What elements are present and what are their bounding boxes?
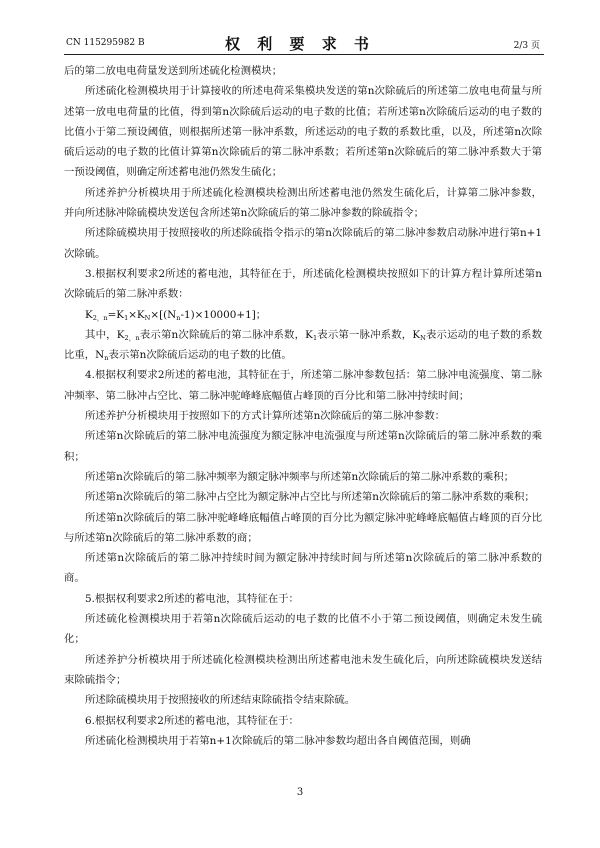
- text-run: 其中，K: [85, 328, 125, 341]
- formula-subscript: N: [144, 313, 151, 322]
- formula: [64, 305, 542, 325]
- subscript: 1: [312, 333, 318, 342]
- text-run: 表示第一脉冲系数，K: [317, 328, 421, 341]
- subscript: N: [420, 333, 426, 342]
- formula-text: ×[(N: [150, 308, 177, 321]
- paragraph: 所述除硫模块用于按照接收的所述除硫指令指示的第n次除硫后的第二脉冲参数启动脉冲进行第n+1次除硫。: [64, 227, 542, 260]
- text-run: 表示运动的电子数的系数比重，N: [64, 328, 543, 362]
- paragraph: 所述第n次除硫后的第二脉冲驼峰峰底幅值占峰顶的百分比为额定脉冲驼峰峰底幅值占峰顶的百分比与所述第n次除硫后的第二脉冲系数的商；: [64, 511, 542, 544]
- formula-subscript: n: [176, 313, 181, 322]
- claim-6: 6.根据权利要求2所述的蓄电池，其特征在于：: [85, 714, 299, 727]
- page-title: 权 利 要 求 书: [225, 35, 375, 53]
- page-indicator: 2/3 页: [513, 41, 540, 51]
- claims-body: [64, 61, 542, 751]
- paragraph: 所述养护分析模块用于所述硫化检测模块检测出所述蓄电池未发生硫化后，向所述除硫模块发送结束除硫指令；: [64, 653, 542, 686]
- claim-4: 4.根据权利要求2所述的蓄电池，其特征在于，所述第二脉冲参数包括：第二脉冲电流强度、第二脉冲频率、第二脉冲占空比、第二脉冲驼峰峰底幅值占峰顶的百分比和第二脉冲持续时间；: [64, 369, 542, 402]
- formula-subscript: 2，n: [92, 313, 108, 322]
- formula-text: =K: [107, 308, 125, 321]
- paragraph: 后的第二放电电荷量发送到所述硫化检测模块；: [64, 65, 283, 77]
- paragraph: 所述第n次除硫后的第二脉冲持续时间为额定脉冲持续时间与所述第n次除硫后的第二脉冲系数的商。: [64, 552, 542, 585]
- paragraph: 所述养护分析模块用于所述硫化检测模块检测出所述蓄电池仍然发生硫化后，计算第二脉冲参数，并向所述脉冲除硫模块发送包含所述第n次除硫后的第二脉冲参数的除硫指令；: [64, 186, 542, 220]
- paragraph: 所述硫化检测模块用于计算接收的所述电荷采集模块发送的第n次除硫后的所述第二放电电荷量与所述第一放电电荷量的比值，得到第n次除硫后运动的电子数的比值；若所述第n次除硫后运动的电子数的比值小于第二预设阈值，则根据所述第一脉冲系数，所述运动的电子数的系数比重，以及，所述第n次除硫后运动的电子数的比值计算第n次除硫后的第二脉冲系数；若所述第n次除硫后的第二脉冲系数大于第一预设阈值，则确定所述蓄电池仍然发生硫化；: [64, 85, 542, 179]
- formula-text: K: [85, 308, 93, 321]
- text-run: 表示第n次除硫后的第二脉冲系数，K: [139, 328, 313, 341]
- formula-text: ×K: [128, 308, 145, 321]
- paragraph: 所述硫化检测模块用于若第n次除硫后运动的电子数的比值不小于第二预设阈值，则确定未发生硫化；: [64, 613, 542, 646]
- paragraph: 所述第n次除硫后的第二脉冲电流强度为额定脉冲电流强度与所述第n次除硫后的第二脉冲系数的乘积；: [64, 430, 542, 463]
- subscript: 2，n: [124, 333, 140, 342]
- page-number: 3: [296, 787, 304, 798]
- paragraph: 所述除硫模块用于按照接收的所述结束除硫指令结束除硫。: [85, 694, 356, 707]
- formula-subscript: 1: [124, 313, 129, 322]
- text-run: 表示第n次除硫后运动的电子数的比值。: [108, 349, 292, 362]
- paragraph: 所述第n次除硫后的第二脉冲占空比为额定脉冲占空比与所述第n次除硫后的第二脉冲系数的乘积；: [85, 491, 535, 504]
- formula-text: -1)×10000+1]；: [180, 308, 267, 321]
- paragraph: 所述第n次除硫后的第二脉冲频率为额定脉冲频率与所述第n次除硫后的第二脉冲系数的乘积；: [85, 470, 515, 483]
- doc-number: CN 115295982 B: [66, 38, 145, 48]
- formula-explanation: [64, 325, 542, 366]
- claim-3: 3.根据权利要求2所述的蓄电池，其特征在于，所述硫化检测模块按照如下的计算方程计算所述第n次除硫后的第二脉冲系数：: [64, 267, 542, 301]
- paragraph: 所述养护分析模块用于按照如下的方式计算所述第n次除硫后的第二脉冲参数：: [85, 410, 445, 423]
- subscript: n: [104, 354, 109, 363]
- claim-5: 5.根据权利要求2所述的蓄电池，其特征在于：: [85, 592, 299, 605]
- header-rule: [64, 54, 544, 55]
- paragraph: 所述硫化检测模块用于若第n+1次除硫后的第二脉冲参数均超出各自阈值范围，则确: [85, 734, 471, 747]
